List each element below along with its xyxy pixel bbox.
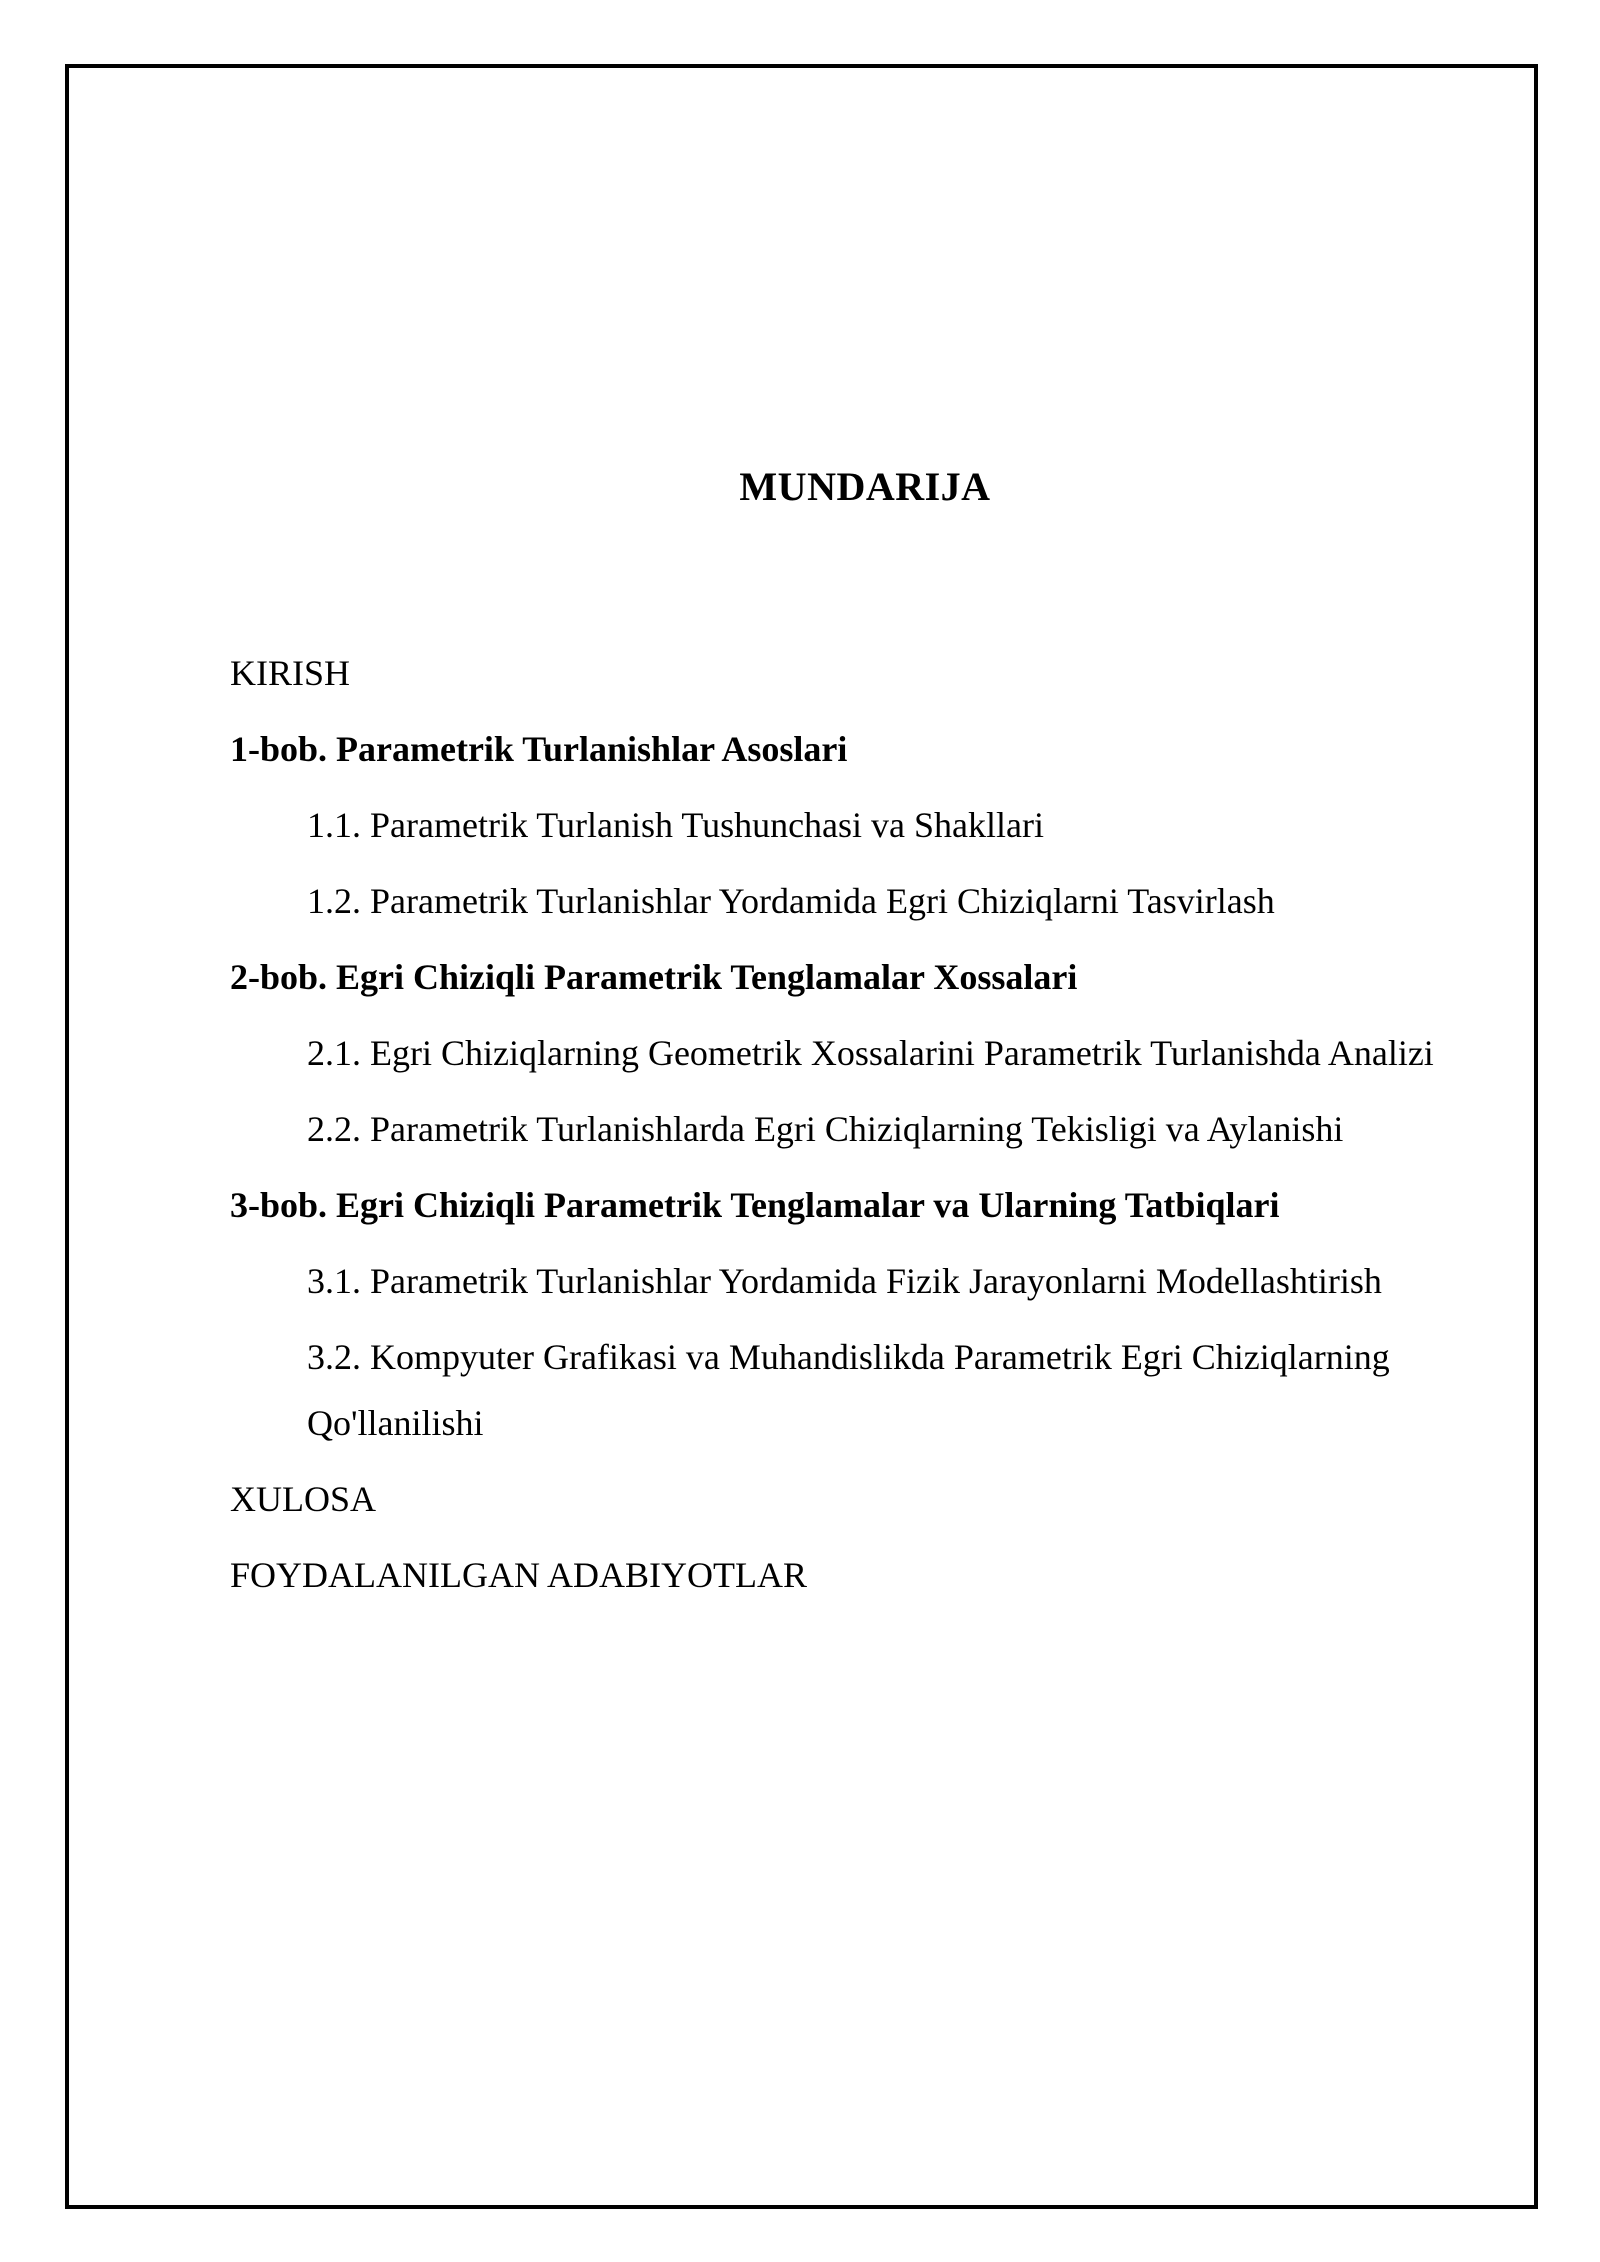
toc-section-1-1: 1.1. Parametrik Turlanish Tushunchasi va Shakllari [307, 805, 1044, 845]
toc-chapter-1: 1-bob. Parametrik Turlanishlar Asoslari [230, 729, 848, 769]
toc-section-2-2: 2.2. Parametrik Turlanishlarda Egri Chiziqlarning Tekisligi va Aylanishi [307, 1109, 1344, 1149]
toc-section-2-1: 2.1. Egri Chiziqlarning Geometrik Xossalarini Parametrik Turlanishda Analizi [307, 1033, 1434, 1073]
toc-chapter-3: 3-bob. Egri Chiziqli Parametrik Tenglamalar va Ularning Tatbiqlari [230, 1185, 1280, 1225]
toc-item-references: FOYDALANILGAN ADABIYOTLAR [230, 1555, 807, 1595]
toc-section-1-2: 1.2. Parametrik Turlanishlar Yordamida Egri Chiziqlarni Tasvirlash [307, 881, 1275, 921]
toc-item-conclusion: XULOSA [230, 1479, 377, 1519]
toc-section-3-2: 3.2. Kompyuter Grafikasi va Muhandislikda Parametrik Egri Chiziqlarning Qo'llanilishi [307, 1337, 1390, 1443]
table-of-contents [230, 640, 1460, 1618]
page-title: MUNDARIJA [739, 464, 991, 509]
toc-chapter-2: 2-bob. Egri Chiziqli Parametrik Tenglamalar Xossalari [230, 957, 1078, 997]
toc-item-introduction: KIRISH [230, 653, 351, 693]
toc-section-3-1: 3.1. Parametrik Turlanishlar Yordamida Fizik Jarayonlarni Modellashtirish [307, 1261, 1382, 1301]
